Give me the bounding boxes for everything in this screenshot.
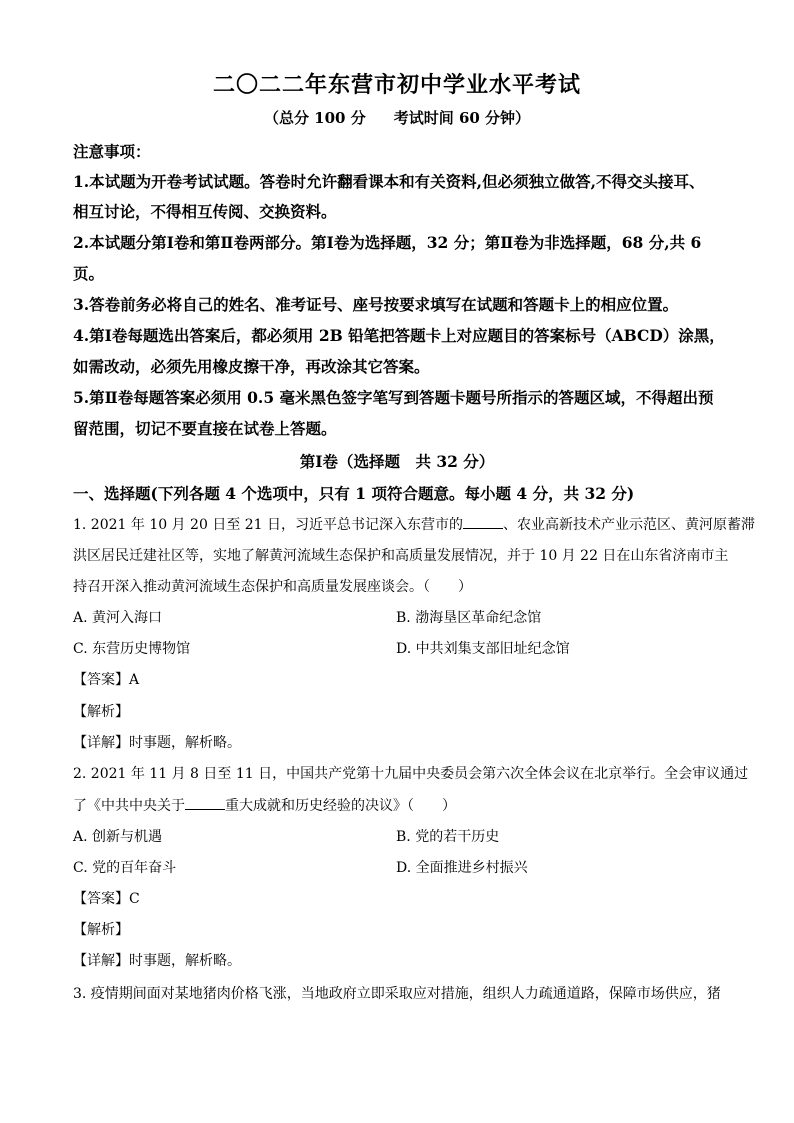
note-line: 3.答卷前务必将自己的姓名、准考证号、座号按要求填写在试题和答题卡上的相应位置。: [73, 295, 679, 314]
question-1-line: 洪区居民迁建社区等，实地了解黄河流域生态保护和高质量发展情况，并于 10 月 22 日在山东省济南市主: [73, 548, 729, 564]
total-score: （总分 100 分: [263, 109, 366, 127]
question-1-option-b: B. 渤海垦区革命纪念馆: [396, 610, 542, 626]
question-2-detail: 【详解】时事题，解析略。: [73, 953, 241, 969]
note-line: 5.第Ⅱ卷每题答案必须用 0.5 毫米黑色签字笔写到答题卡题号所指示的答题区域，不得超出预: [73, 388, 714, 407]
answer-blank: [185, 795, 225, 810]
note-line: 1.本试题为开卷考试试题。答卷时允许翻看课本和有关资料,但必须独立做答,不得交头接耳、: [73, 172, 705, 191]
question-2-option-d: D. 全面推进乡村振兴: [396, 860, 528, 876]
answer-blank: [463, 514, 503, 529]
question-1-option-d: D. 中共刘集支部旧址纪念馆: [396, 641, 570, 657]
question-1-text: 1. 2021 年 10 月 20 日至 21 日，习近平总书记深入东营市的: [73, 517, 464, 533]
question-2-option-a: A. 创新与机遇: [73, 829, 163, 845]
exam-time: 考试时间 60 分钟）: [393, 109, 531, 127]
question-1-line: [73, 514, 756, 535]
note-line: 页。: [73, 264, 105, 283]
question-2-analysis: 【解析】: [73, 922, 129, 938]
question-1-option-a: A. 黄河入海口: [73, 610, 163, 626]
question-2-option-c: C. 党的百年奋斗: [73, 860, 177, 876]
note-line: 2.本试题分第Ⅰ卷和第Ⅱ卷两部分。第Ⅰ卷为选择题，32 分；第Ⅱ卷为非选择题，68 分,共 6: [73, 233, 702, 252]
question-1-detail: 【详解】时事题，解析略。: [73, 735, 241, 751]
question-2-answer: 【答案】C: [73, 891, 140, 907]
note-line: 4.第Ⅰ卷每题选出答案后，都必须用 2B 铅笔把答题卡上对应题目的答案标号（ABCD）涂黑，: [73, 326, 725, 345]
note-line: 留范围，切记不要直接在试卷上答题。: [73, 419, 337, 438]
question-1-answer: 【答案】A: [73, 672, 140, 688]
notes-heading: 注意事项：: [73, 142, 151, 161]
question-1-option-c: C. 东营历史博物馆: [73, 641, 191, 657]
section-instruction: 一、选择题(下列各题 4 个选项中，只有 1 项符合题意。每小题 4 分，共 32 分): [73, 484, 635, 503]
question-2-option-b: B. 党的若干历史: [396, 829, 500, 845]
note-line: 如需改动，必须先用橡皮擦干净，再改涂其它答案。: [73, 357, 430, 376]
question-2-text: 了《中共中央关于: [73, 798, 185, 814]
section-title: 第Ⅰ卷（选择题 共 32 分）: [299, 452, 495, 471]
exam-subtitle: [0, 107, 794, 128]
question-2-line: 2. 2021 年 11 月 8 日至 11 日，中国共产党第十九届中央委员会第六次全体会议在北京举行。全会审议通过: [73, 766, 749, 782]
exam-title: 二〇二二年东营市初中学业水平考试: [212, 72, 581, 98]
question-2-line: [73, 795, 723, 816]
question-1-text: 、农业高新技术产业示范区、黄河原蓄滞: [503, 517, 756, 533]
question-3-line: 3. 疫情期间面对某地猪肉价格飞涨，当地政府立即采取应对措施，组织人力疏通道路，保障市场供应，猪: [73, 986, 721, 1002]
note-line: 相互讨论，不得相互传阅、交换资料。: [73, 202, 337, 221]
question-1-analysis: 【解析】: [73, 704, 129, 720]
question-2-text: 重大成就和历史经验的决议》（ ）: [225, 798, 456, 814]
question-1-line: 持召开深入推动黄河流域生态保护和高质量发展座谈会。（ ）: [73, 579, 472, 595]
